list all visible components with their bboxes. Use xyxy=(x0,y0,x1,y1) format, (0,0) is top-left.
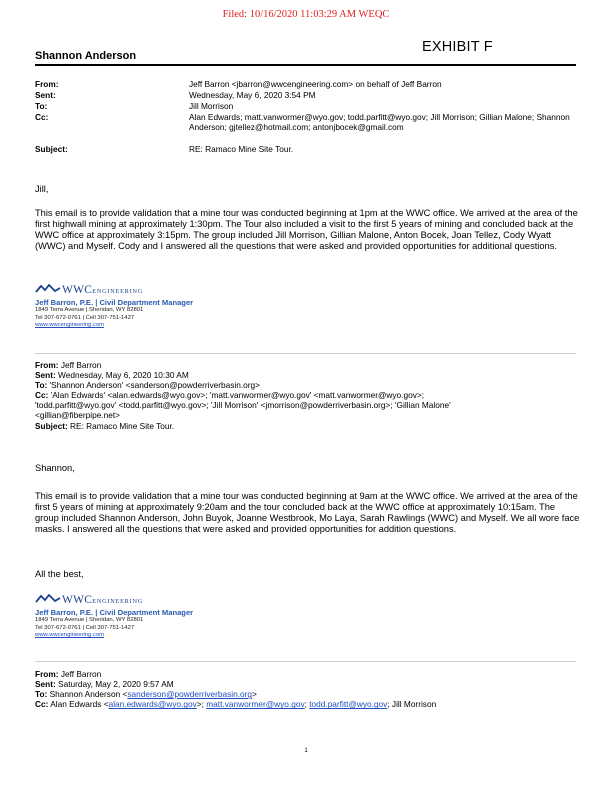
logo-wordmark-2 xyxy=(62,594,143,606)
logo-sub-text-2: ENGINEERING xyxy=(92,598,144,605)
quoted-cc-label: Cc: xyxy=(35,390,49,401)
quoted-sent-label: Sent: xyxy=(35,370,56,381)
quoted2-to-line xyxy=(35,689,580,699)
quoted-subject-label: Subject: xyxy=(35,420,68,431)
quoted-cc-line xyxy=(35,390,580,400)
quoted2-sent-label: Sent: xyxy=(35,679,56,690)
cc-label: Cc: xyxy=(35,112,49,122)
signature-name: Jeff Barron, P.E. | Civil Department Manager xyxy=(35,298,194,307)
quoted-from-label: From: xyxy=(35,360,59,370)
quoted2-cc-prefix: Alan Edwards < xyxy=(48,699,109,710)
greeting-jill: Jill, xyxy=(35,184,49,194)
separator xyxy=(35,353,576,354)
quoted2-cc-sep-2: ; xyxy=(304,699,310,710)
quoted-to-value: 'Shannon Anderson' <sanderson@powderriverbasin.org> xyxy=(47,380,260,391)
quoted2-from-label: From: xyxy=(35,669,59,679)
quoted-sent-value: Wednesday, May 6, 2020 10:30 AM xyxy=(55,370,189,381)
email-link-sanderson[interactable]: sanderson@powderriverbasin.org xyxy=(127,689,252,700)
logo-wordmark xyxy=(62,284,143,296)
quoted2-from-line xyxy=(35,669,580,679)
from-value: Jeff Barron <jbarron@wwcengineering.com> on behalf of Jeff Barron xyxy=(189,79,442,89)
signature-block-2 xyxy=(35,594,335,640)
signature-phones-2: Tel 307-672-0761 | Cell 307-751-1427 xyxy=(35,624,135,631)
quoted-cc-value-1: 'Alan Edwards' <alan.edwards@wyo.gov>; 'matt.vanwormer@wyo.gov' <matt.vanwormer@wyo.gov>; xyxy=(48,390,424,401)
quoted2-to-prefix: Shannon Anderson < xyxy=(47,689,128,700)
quoted2-cc-sep-1: >; xyxy=(196,699,207,710)
message-body-2: This email is to provide validation that a mine tour was conducted beginning at 9am at the WWC office. We arrived at the area of the first 5 years of mining at approximately 9:20am and the tour concluded back at the WWC office at approximately 10:15am. The group included Shannon Anderson, John Buyok, Joanne Westbrook, Mo Laya, Sarah Rawlings (WWC) and Myself. We all wore face masks. I answered all the questions that were asked and provided opportunities for addition questions. xyxy=(35,491,580,535)
signature-block xyxy=(35,284,335,330)
quoted2-to-suffix: > xyxy=(252,689,257,700)
mailbox-owner-name: Shannon Anderson xyxy=(35,50,137,62)
quoted2-from-value: Jeff Barron xyxy=(58,669,102,679)
quoted-header-1 xyxy=(35,360,580,431)
signature-phones: Tel 307-672-0761 | Cell 307-751-1427 xyxy=(35,314,135,321)
quoted2-sent-line xyxy=(35,679,580,689)
logo-sub-text: ENGINEERING xyxy=(92,288,144,295)
quoted-header-2 xyxy=(35,669,580,709)
quoted-from-value: Jeff Barron xyxy=(58,360,102,370)
quoted-subject-value: RE: Ramaco Mine Site Tour. xyxy=(67,420,175,431)
to-label: To: xyxy=(35,101,48,111)
quoted-to-line xyxy=(35,380,580,390)
quoted-cc-line-2: 'todd.parfitt@wyo.gov' <todd.parfitt@wyo.gov>; 'Jill Morrison' <jmorrison@powderriverbasin.org>; 'Gillian Malone' xyxy=(35,400,451,411)
closing: All the best, xyxy=(35,569,84,579)
email-link-todd-parfitt[interactable]: todd.parfitt@wyo.gov xyxy=(309,699,388,710)
quoted2-cc-label: Cc: xyxy=(35,699,49,710)
quoted-subject-line xyxy=(35,421,580,431)
signature-website-link[interactable]: www.wwcengineering.com xyxy=(35,322,105,329)
subject-label: Subject: xyxy=(35,144,68,154)
quoted2-to-label: To: xyxy=(35,689,48,700)
sent-value: Wednesday, May 6, 2020 3:54 PM xyxy=(189,90,316,100)
quoted2-sent-value: Saturday, May 2, 2020 9:57 AM xyxy=(55,679,174,690)
cc-value: Alan Edwards; matt.vanwormer@wyo.gov; todd.parfitt@wyo.gov; Jill Morrison; Gillian Malone; Shannon Anderson; gjtellez@hotmail.com; antonjbocek@gmail.com xyxy=(189,112,570,132)
signature-name-2: Jeff Barron, P.E. | Civil Department Manager xyxy=(35,608,194,617)
email-link-alan-edwards[interactable]: alan.edwards@wyo.gov xyxy=(108,699,197,710)
quoted2-cc-suffix: ; Jill Morrison xyxy=(387,699,437,710)
quoted-cc-line-3: <gillian@fiberpipe.net> xyxy=(35,410,120,421)
signature-website-link-2[interactable]: www.wwcengineering.com xyxy=(35,632,105,639)
subject-value: RE: Ramaco Mine Site Tour. xyxy=(189,144,294,154)
quoted-to-label: To: xyxy=(35,380,48,391)
greeting-shannon: Shannon, xyxy=(35,463,75,473)
email-link-matt-vanwormer[interactable]: matt.vanwormer@wyo.gov xyxy=(206,699,305,710)
from-label: From: xyxy=(35,79,59,89)
filed-stamp: Filed: 10/16/2020 11:03:29 AM WEQC xyxy=(222,9,390,20)
signature-address-2: 1849 Terra Avenue | Sheridan, WY 82801 xyxy=(35,617,144,623)
exhibit-label: EXHIBIT F xyxy=(422,39,493,55)
mountain-icon xyxy=(35,594,61,604)
quoted-from-line xyxy=(35,360,580,370)
mountain-icon xyxy=(35,284,61,294)
title-rule xyxy=(35,64,576,66)
to-value: Jill Morrison xyxy=(189,101,234,111)
separator-2 xyxy=(35,661,576,662)
quoted2-cc-line xyxy=(35,699,580,709)
logo-main-text-2: WWC xyxy=(62,594,93,606)
wwc-logo xyxy=(35,284,335,297)
sent-label: Sent: xyxy=(35,90,56,100)
page-number: 1 xyxy=(304,748,308,754)
message-body: This email is to provide validation that a mine tour was conducted beginning at 1pm at the WWC office. We arrived at the area of the first highwall mining at approximately 1:30pm. The Tour also included a visit to the first 5 years of mining and concluded back at the WWC office at approximately 3:15pm. The group included Jill Morrison, Gillian Malone, Anton Bocek, Joan Tellez, Cody Wyatt (WWC) and Myself. Cody and I answered all the questions that were asked and provided opportunities for additional questions. xyxy=(35,208,578,252)
logo-main-text: WWC xyxy=(62,284,93,296)
quoted-sent-line xyxy=(35,370,580,380)
signature-address: 1849 Terra Avenue | Sheridan, WY 82801 xyxy=(35,307,144,313)
wwc-logo-2 xyxy=(35,594,335,607)
